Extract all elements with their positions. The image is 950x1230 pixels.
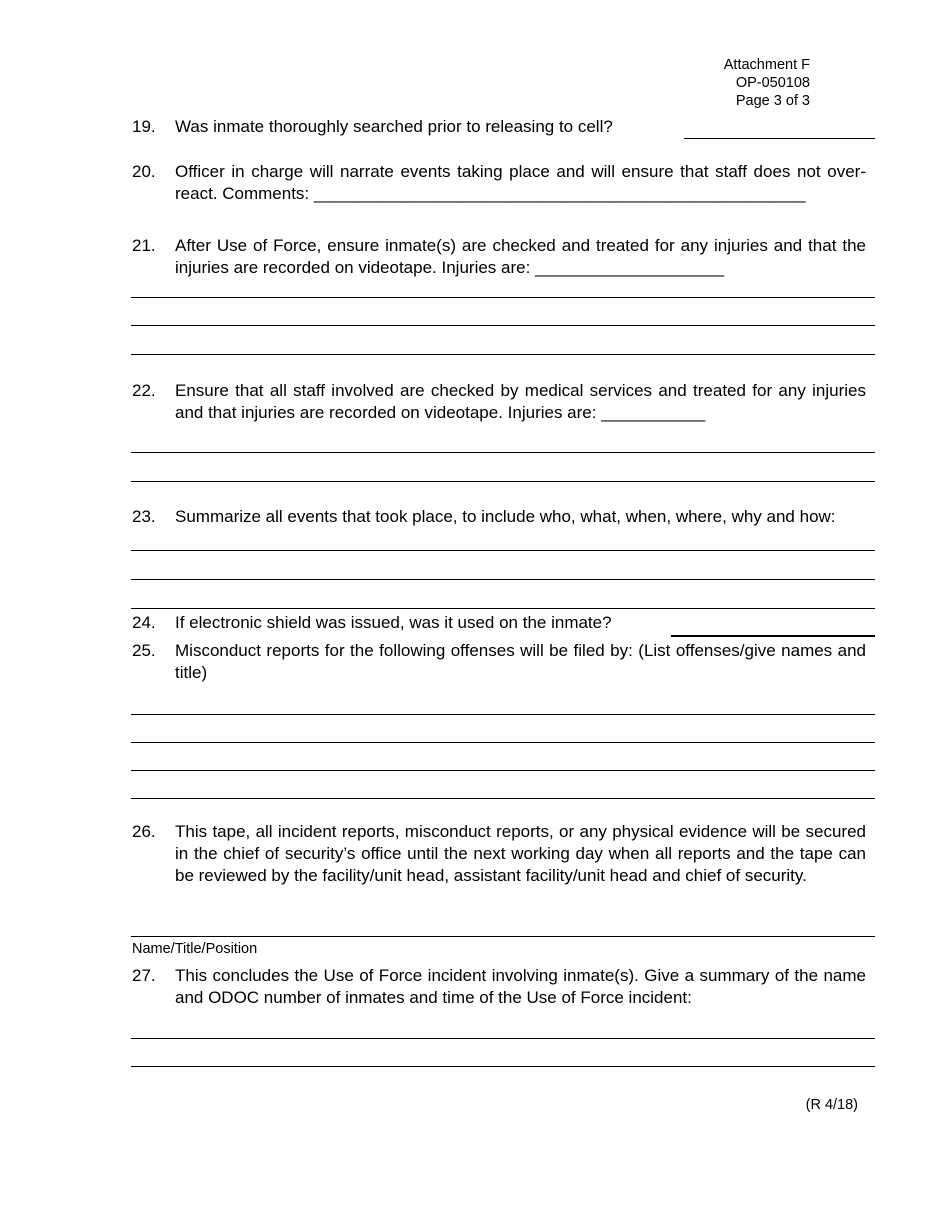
question-text: Officer in charge will narrate events taking place and will ensure that staff does not over-react. Comments: ____________________________________________________ (175, 162, 866, 203)
question-text: Was inmate thoroughly searched prior to releasing to cell? (175, 117, 613, 136)
answer-line-19[interactable] (684, 138, 875, 139)
question-text: Summarize all events that took place, to include who, what, when, where, why and how: (175, 507, 836, 526)
answer-line-21a[interactable] (131, 297, 875, 298)
op-number: OP-050108 (735, 75, 810, 91)
question-19 (132, 116, 866, 138)
answer-line-23c[interactable] (131, 608, 875, 609)
question-text: Ensure that all staff involved are checked by medical services and treated for any injuries and that injuries are recorded on videotape. Injuries are: ___________ (175, 381, 866, 422)
question-number: 22. (132, 381, 156, 400)
question-25 (132, 640, 866, 684)
signature-line[interactable] (131, 936, 875, 937)
answer-line-22b[interactable] (131, 481, 875, 482)
answer-line-21c[interactable] (131, 354, 875, 355)
question-text: Misconduct reports for the following offenses will be filed by: (List offenses/give names and title) (175, 641, 866, 682)
question-text: After Use of Force, ensure inmate(s) are checked and treated for any injuries and that the injuries are recorded on videotape. Injuries are: ____________________ (175, 236, 866, 277)
answer-line-23a[interactable] (131, 550, 875, 551)
answer-line-22a[interactable] (131, 452, 875, 453)
question-text: If electronic shield was issued, was it used on the inmate? (175, 613, 612, 632)
question-number: 26. (132, 822, 156, 841)
answer-line-25d[interactable] (131, 798, 875, 799)
question-21 (132, 235, 866, 279)
question-number: 20. (132, 162, 156, 181)
question-24 (132, 612, 866, 634)
attachment-label: Attachment F (723, 57, 810, 73)
question-20 (132, 161, 866, 205)
question-number: 25. (132, 641, 156, 660)
answer-line-27b[interactable] (131, 1066, 875, 1067)
answer-line-27a[interactable] (131, 1038, 875, 1039)
question-27 (132, 965, 866, 1009)
question-number: 27. (132, 966, 156, 985)
answer-line-21b[interactable] (131, 325, 875, 326)
page-number: Page 3 of 3 (735, 93, 810, 109)
question-number: 24. (132, 613, 156, 632)
signature-caption: Name/Title/Position (132, 941, 258, 957)
question-text: This tape, all incident reports, misconduct reports, or any physical evidence will be secured in the chief of security’s office until the next working day when all reports and the tape can be reviewed by the facility/unit head, assistant facility/unit head and chief of security. (175, 822, 866, 885)
question-text: This concludes the Use of Force incident involving inmate(s). Give a summary of the name and ODOC number of inmates and time of the Use of Force incident: (175, 966, 866, 1007)
answer-line-25c[interactable] (131, 770, 875, 771)
document-header (724, 56, 810, 110)
answer-line-25a[interactable] (131, 714, 875, 715)
question-26 (132, 821, 866, 887)
answer-line-24[interactable] (671, 635, 875, 637)
answer-line-25b[interactable] (131, 742, 875, 743)
question-number: 21. (132, 236, 156, 255)
question-number: 23. (132, 507, 156, 526)
question-23 (132, 506, 866, 528)
question-22 (132, 380, 866, 424)
question-number: 19. (132, 117, 156, 136)
revision-code: (R 4/18) (805, 1097, 858, 1113)
answer-line-23b[interactable] (131, 579, 875, 580)
